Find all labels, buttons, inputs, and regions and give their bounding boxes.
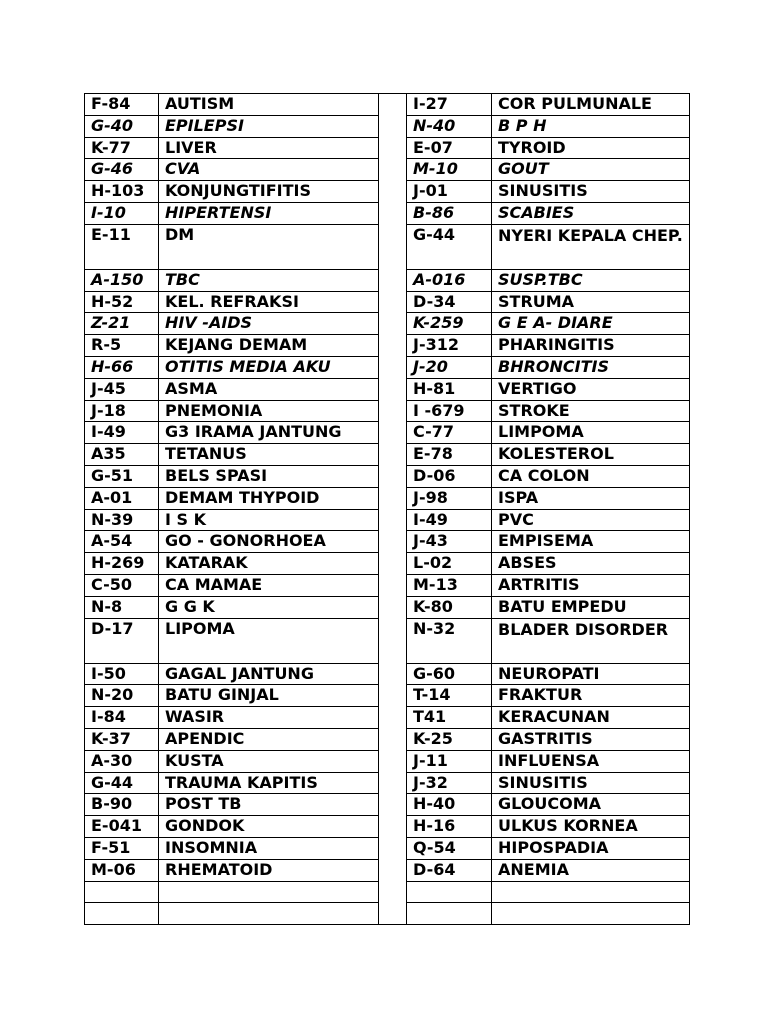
right-diagnosis-cell: GLOUCOMA bbox=[492, 794, 690, 816]
right-diagnosis-cell: ANEMIA bbox=[492, 859, 690, 881]
left-code-cell: A-30 bbox=[85, 750, 159, 772]
right-diagnosis-cell: ULKUS KORNEA bbox=[492, 816, 690, 838]
right-code-cell: L-02 bbox=[407, 553, 492, 575]
left-code-cell: G-51 bbox=[85, 465, 159, 487]
right-diagnosis-cell: SINUSITIS bbox=[492, 772, 690, 794]
left-diagnosis-cell: KEL. REFRAKSI bbox=[159, 291, 379, 313]
column-spacer bbox=[379, 596, 407, 618]
right-diagnosis-cell: BATU EMPEDU bbox=[492, 596, 690, 618]
right-diagnosis-cell: B P H bbox=[492, 115, 690, 137]
left-code-cell: N-39 bbox=[85, 509, 159, 531]
right-code-cell bbox=[407, 903, 492, 925]
column-spacer bbox=[379, 837, 407, 859]
left-code-cell: I-84 bbox=[85, 707, 159, 729]
table-row bbox=[85, 94, 690, 116]
left-code-cell: I-50 bbox=[85, 663, 159, 685]
right-diagnosis-cell bbox=[492, 881, 690, 903]
right-code-cell: H-40 bbox=[407, 794, 492, 816]
column-spacer bbox=[379, 816, 407, 838]
table-row bbox=[85, 269, 690, 291]
column-spacer bbox=[379, 465, 407, 487]
column-spacer bbox=[379, 685, 407, 707]
left-diagnosis-cell: WASIR bbox=[159, 707, 379, 729]
table-row bbox=[85, 685, 690, 707]
left-code-cell: N-8 bbox=[85, 596, 159, 618]
right-code-cell: E-78 bbox=[407, 444, 492, 466]
right-code-cell: Q-54 bbox=[407, 837, 492, 859]
left-code-cell bbox=[85, 903, 159, 925]
right-diagnosis-cell: COR PULMUNALE bbox=[492, 94, 690, 116]
right-diagnosis-cell: STRUMA bbox=[492, 291, 690, 313]
right-code-cell: N-40 bbox=[407, 115, 492, 137]
left-code-cell: G-40 bbox=[85, 115, 159, 137]
table-row bbox=[85, 181, 690, 203]
left-code-cell: G-44 bbox=[85, 772, 159, 794]
column-spacer bbox=[379, 400, 407, 422]
table-row bbox=[85, 335, 690, 357]
left-diagnosis-cell: DEMAM THYPOID bbox=[159, 487, 379, 509]
table-row bbox=[85, 115, 690, 137]
right-code-cell: J-98 bbox=[407, 487, 492, 509]
column-spacer bbox=[379, 137, 407, 159]
right-code-cell: K-25 bbox=[407, 728, 492, 750]
right-code-cell: H-81 bbox=[407, 378, 492, 400]
column-spacer bbox=[379, 663, 407, 685]
table-row bbox=[85, 202, 690, 224]
right-diagnosis-cell: CA COLON bbox=[492, 465, 690, 487]
left-diagnosis-cell: AUTISM bbox=[159, 94, 379, 116]
right-diagnosis-cell: BHRONCITIS bbox=[492, 356, 690, 378]
right-diagnosis-cell: KOLESTEROL bbox=[492, 444, 690, 466]
table-row bbox=[85, 465, 690, 487]
left-diagnosis-cell: CA MAMAE bbox=[159, 574, 379, 596]
column-spacer bbox=[379, 444, 407, 466]
right-code-cell: C-77 bbox=[407, 422, 492, 444]
column-spacer bbox=[379, 707, 407, 729]
left-code-cell: A-01 bbox=[85, 487, 159, 509]
left-diagnosis-cell: GAGAL JANTUNG bbox=[159, 663, 379, 685]
table-row bbox=[85, 574, 690, 596]
left-diagnosis-cell bbox=[159, 881, 379, 903]
right-diagnosis-cell: KERACUNAN bbox=[492, 707, 690, 729]
right-code-cell: G-60 bbox=[407, 663, 492, 685]
right-code-cell: J-01 bbox=[407, 181, 492, 203]
left-diagnosis-cell: APENDIC bbox=[159, 728, 379, 750]
column-spacer bbox=[379, 509, 407, 531]
left-diagnosis-cell: BATU GINJAL bbox=[159, 685, 379, 707]
column-spacer bbox=[379, 356, 407, 378]
code-table-body bbox=[85, 94, 690, 925]
column-spacer bbox=[379, 574, 407, 596]
left-code-cell: E-11 bbox=[85, 224, 159, 269]
right-code-cell: D-34 bbox=[407, 291, 492, 313]
left-diagnosis-cell: LIPOMA bbox=[159, 618, 379, 663]
left-code-cell: F-51 bbox=[85, 837, 159, 859]
table-row bbox=[85, 444, 690, 466]
column-spacer bbox=[379, 378, 407, 400]
left-code-cell: I-49 bbox=[85, 422, 159, 444]
table-row bbox=[85, 663, 690, 685]
right-diagnosis-cell: VERTIGO bbox=[492, 378, 690, 400]
left-diagnosis-cell: INSOMNIA bbox=[159, 837, 379, 859]
right-code-cell: T41 bbox=[407, 707, 492, 729]
table-row bbox=[85, 487, 690, 509]
column-spacer bbox=[379, 728, 407, 750]
left-code-cell: M-06 bbox=[85, 859, 159, 881]
column-spacer bbox=[379, 159, 407, 181]
column-spacer bbox=[379, 313, 407, 335]
right-code-cell: K-80 bbox=[407, 596, 492, 618]
left-diagnosis-cell: OTITIS MEDIA AKU bbox=[159, 356, 379, 378]
left-code-cell: K-37 bbox=[85, 728, 159, 750]
right-diagnosis-cell: TYROID bbox=[492, 137, 690, 159]
right-diagnosis-cell: ISPA bbox=[492, 487, 690, 509]
column-spacer bbox=[379, 531, 407, 553]
column-spacer bbox=[379, 772, 407, 794]
table-row bbox=[85, 531, 690, 553]
left-code-cell: G-46 bbox=[85, 159, 159, 181]
left-diagnosis-cell: HIV -AIDS bbox=[159, 313, 379, 335]
left-diagnosis-cell: KONJUNGTIFITIS bbox=[159, 181, 379, 203]
column-spacer bbox=[379, 881, 407, 903]
left-diagnosis-cell: ASMA bbox=[159, 378, 379, 400]
column-spacer bbox=[379, 224, 407, 269]
left-diagnosis-cell: G G K bbox=[159, 596, 379, 618]
column-spacer bbox=[379, 553, 407, 575]
left-code-cell: N-20 bbox=[85, 685, 159, 707]
column-spacer bbox=[379, 618, 407, 663]
table-row bbox=[85, 378, 690, 400]
right-diagnosis-cell: ARTRITIS bbox=[492, 574, 690, 596]
column-spacer bbox=[379, 269, 407, 291]
table-row bbox=[85, 794, 690, 816]
table-row bbox=[85, 400, 690, 422]
left-code-cell: H-66 bbox=[85, 356, 159, 378]
left-diagnosis-cell bbox=[159, 903, 379, 925]
column-spacer bbox=[379, 487, 407, 509]
left-diagnosis-cell: BELS SPASI bbox=[159, 465, 379, 487]
right-diagnosis-cell: GASTRITIS bbox=[492, 728, 690, 750]
left-code-cell: K-77 bbox=[85, 137, 159, 159]
right-code-cell: D-64 bbox=[407, 859, 492, 881]
right-diagnosis-cell: INFLUENSA bbox=[492, 750, 690, 772]
column-spacer bbox=[379, 422, 407, 444]
table-row bbox=[85, 509, 690, 531]
table-row bbox=[85, 707, 690, 729]
left-code-cell: H-52 bbox=[85, 291, 159, 313]
column-spacer bbox=[379, 181, 407, 203]
right-code-cell: N-32 bbox=[407, 618, 492, 663]
column-spacer bbox=[379, 903, 407, 925]
right-code-cell: B-86 bbox=[407, 202, 492, 224]
table-row bbox=[85, 859, 690, 881]
right-code-cell: J-32 bbox=[407, 772, 492, 794]
left-diagnosis-cell: GO - GONORHOEA bbox=[159, 531, 379, 553]
right-code-cell: I-27 bbox=[407, 94, 492, 116]
left-code-cell: B-90 bbox=[85, 794, 159, 816]
column-spacer bbox=[379, 94, 407, 116]
table-row bbox=[85, 772, 690, 794]
diagnosis-code-table bbox=[84, 93, 690, 925]
right-diagnosis-cell: G E A- DIARE bbox=[492, 313, 690, 335]
column-spacer bbox=[379, 794, 407, 816]
table-row bbox=[85, 137, 690, 159]
right-code-cell bbox=[407, 881, 492, 903]
right-code-cell: J-312 bbox=[407, 335, 492, 357]
right-code-cell: E-07 bbox=[407, 137, 492, 159]
right-diagnosis-cell: SINUSITIS bbox=[492, 181, 690, 203]
right-diagnosis-cell: PVC bbox=[492, 509, 690, 531]
table-row bbox=[85, 750, 690, 772]
right-code-cell: H-16 bbox=[407, 816, 492, 838]
table-row bbox=[85, 291, 690, 313]
right-code-cell: J-11 bbox=[407, 750, 492, 772]
column-spacer bbox=[379, 859, 407, 881]
right-diagnosis-cell bbox=[492, 903, 690, 925]
right-diagnosis-cell: EMPISEMA bbox=[492, 531, 690, 553]
left-code-cell: A35 bbox=[85, 444, 159, 466]
column-spacer bbox=[379, 291, 407, 313]
right-code-cell: I-49 bbox=[407, 509, 492, 531]
column-spacer bbox=[379, 750, 407, 772]
left-diagnosis-cell: TRAUMA KAPITIS bbox=[159, 772, 379, 794]
right-diagnosis-cell: HIPOSPADIA bbox=[492, 837, 690, 859]
table-row bbox=[85, 422, 690, 444]
left-diagnosis-cell: PNEMONIA bbox=[159, 400, 379, 422]
left-diagnosis-cell: KATARAK bbox=[159, 553, 379, 575]
left-diagnosis-cell: G3 IRAMA JANTUNG bbox=[159, 422, 379, 444]
left-diagnosis-cell: TETANUS bbox=[159, 444, 379, 466]
table-row bbox=[85, 728, 690, 750]
left-code-cell: F-84 bbox=[85, 94, 159, 116]
right-code-cell: K-259 bbox=[407, 313, 492, 335]
left-diagnosis-cell: KEJANG DEMAM bbox=[159, 335, 379, 357]
table-row bbox=[85, 816, 690, 838]
right-diagnosis-cell: NYERI KEPALA CHEP. bbox=[492, 224, 690, 269]
right-diagnosis-cell: SCABIES bbox=[492, 202, 690, 224]
left-diagnosis-cell: LIVER bbox=[159, 137, 379, 159]
left-diagnosis-cell: GONDOK bbox=[159, 816, 379, 838]
right-code-cell: I -679 bbox=[407, 400, 492, 422]
table-row bbox=[85, 596, 690, 618]
right-code-cell: M-10 bbox=[407, 159, 492, 181]
left-diagnosis-cell: RHEMATOID bbox=[159, 859, 379, 881]
left-code-cell: I-10 bbox=[85, 202, 159, 224]
left-code-cell: J-18 bbox=[85, 400, 159, 422]
right-diagnosis-cell: ABSES bbox=[492, 553, 690, 575]
right-diagnosis-cell: BLADER DISORDER bbox=[492, 618, 690, 663]
right-diagnosis-cell: LIMPOMA bbox=[492, 422, 690, 444]
right-diagnosis-cell: SUSP.TBC bbox=[492, 269, 690, 291]
right-diagnosis-cell: STROKE bbox=[492, 400, 690, 422]
left-code-cell: A-54 bbox=[85, 531, 159, 553]
left-diagnosis-cell: CVA bbox=[159, 159, 379, 181]
right-code-cell: J-43 bbox=[407, 531, 492, 553]
column-spacer bbox=[379, 115, 407, 137]
table-row bbox=[85, 837, 690, 859]
left-diagnosis-cell: POST TB bbox=[159, 794, 379, 816]
left-code-cell: H-269 bbox=[85, 553, 159, 575]
left-code-cell bbox=[85, 881, 159, 903]
left-code-cell: D-17 bbox=[85, 618, 159, 663]
left-code-cell: H-103 bbox=[85, 181, 159, 203]
table-row bbox=[85, 903, 690, 925]
table-row bbox=[85, 159, 690, 181]
left-code-cell: R-5 bbox=[85, 335, 159, 357]
table-row bbox=[85, 881, 690, 903]
right-code-cell: D-06 bbox=[407, 465, 492, 487]
right-diagnosis-cell: GOUT bbox=[492, 159, 690, 181]
right-code-cell: A-016 bbox=[407, 269, 492, 291]
table-row bbox=[85, 224, 690, 269]
table-row bbox=[85, 553, 690, 575]
right-code-cell: J-20 bbox=[407, 356, 492, 378]
right-code-cell: M-13 bbox=[407, 574, 492, 596]
right-code-cell: T-14 bbox=[407, 685, 492, 707]
left-diagnosis-cell: TBC bbox=[159, 269, 379, 291]
diagnosis-code-sheet bbox=[84, 93, 690, 925]
table-row bbox=[85, 313, 690, 335]
left-diagnosis-cell: I S K bbox=[159, 509, 379, 531]
table-row bbox=[85, 618, 690, 663]
left-code-cell: A-150 bbox=[85, 269, 159, 291]
right-diagnosis-cell: PHARINGITIS bbox=[492, 335, 690, 357]
left-diagnosis-cell: DM bbox=[159, 224, 379, 269]
table-row bbox=[85, 356, 690, 378]
left-diagnosis-cell: EPILEPSI bbox=[159, 115, 379, 137]
column-spacer bbox=[379, 202, 407, 224]
column-spacer bbox=[379, 335, 407, 357]
left-code-cell: J-45 bbox=[85, 378, 159, 400]
left-code-cell: C-50 bbox=[85, 574, 159, 596]
right-code-cell: G-44 bbox=[407, 224, 492, 269]
left-diagnosis-cell: KUSTA bbox=[159, 750, 379, 772]
left-code-cell: E-041 bbox=[85, 816, 159, 838]
right-diagnosis-cell: NEUROPATI bbox=[492, 663, 690, 685]
left-diagnosis-cell: HIPERTENSI bbox=[159, 202, 379, 224]
left-code-cell: Z-21 bbox=[85, 313, 159, 335]
right-diagnosis-cell: FRAKTUR bbox=[492, 685, 690, 707]
